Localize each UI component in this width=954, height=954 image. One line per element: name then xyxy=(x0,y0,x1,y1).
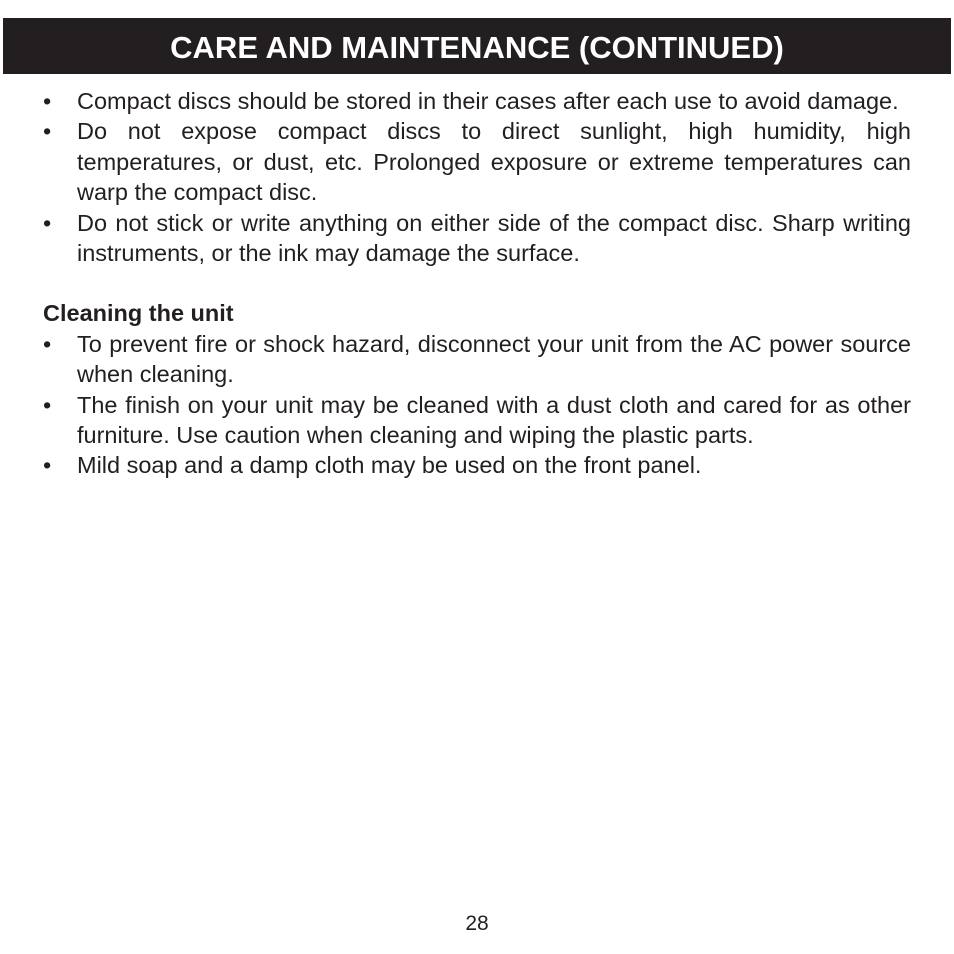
list-item xyxy=(43,450,911,480)
bullet-icon: • xyxy=(43,118,52,145)
list-item-text: Compact discs should be stored in their cases after each use to avoid damage. xyxy=(77,88,899,114)
bullet-icon: • xyxy=(43,452,52,479)
page-number: 28 xyxy=(465,912,489,935)
cleaning-list xyxy=(43,329,911,481)
list-item-text: To prevent fire or shock hazard, disconnect your unit from the AC power source when cleaning. xyxy=(77,330,911,388)
section-heading-cleaning: Cleaning the unit xyxy=(43,300,234,327)
bullet-icon: • xyxy=(43,209,52,236)
list-item xyxy=(43,208,911,269)
section-spacer xyxy=(43,268,911,298)
disc-care-list xyxy=(43,86,911,268)
list-item-text: Do not stick or write anything on either side of the compact disc. Sharp writing instruments, or the ink may damage the surface. xyxy=(77,209,911,267)
list-item xyxy=(43,116,911,207)
list-item-text: The finish on your unit may be cleaned with a dust cloth and cared for as other furniture. Use caution when cleaning and wiping the plastic parts. xyxy=(77,391,911,449)
page-title: CARE AND MAINTENANCE (CONTINUED) xyxy=(170,29,784,65)
list-item xyxy=(43,329,911,390)
list-item-text: Mild soap and a damp cloth may be used on the front panel. xyxy=(77,452,702,479)
bullet-icon: • xyxy=(43,391,52,418)
list-item-text: Do not expose compact discs to direct sunlight, high humidity, high temperatures, or dust, etc. Prolonged exposure or extreme temperatures can warp the compact disc. xyxy=(77,118,911,206)
list-item xyxy=(43,390,911,451)
bullet-icon: • xyxy=(43,88,52,114)
bullet-icon: • xyxy=(43,330,52,357)
page-header-bar xyxy=(3,18,951,74)
list-item xyxy=(43,86,911,116)
page-content xyxy=(43,86,911,481)
